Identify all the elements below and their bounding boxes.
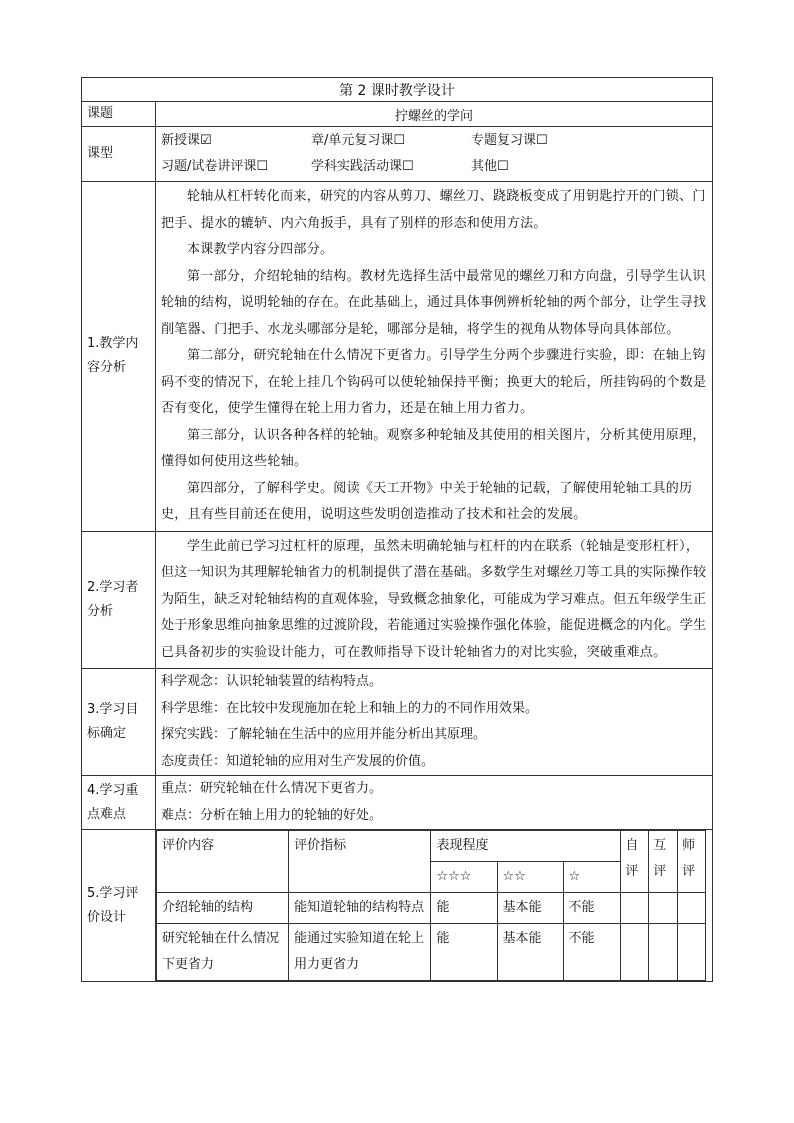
key-point-item: 难点：分析在轴上用力的轮轴的好处。 bbox=[161, 807, 383, 823]
objective-item: 探究实践：了解轮轴在生活中的应用并能分析出其原理。 bbox=[161, 727, 487, 742]
lesson-type-option: 习题/试卷讲评课☐ bbox=[161, 159, 269, 174]
content-paragraph: 第一部分，介绍轮轴的结构。教材先选择生活中最常见的螺丝刀和方向盘，引导学生认识轮轴的结构，说明轮轴的存在。在此基础上，通过具体事例辨析轮轴的两个部分，让学生寻找削笔器、门把手、水龙头哪部分是轮，哪部分是轴，将学生的视角从物体导向具体部位。 bbox=[161, 268, 707, 337]
eval-level-two-stars: ☆☆ bbox=[497, 862, 563, 893]
key-point-item: 重点：研究轮轴在什么情况下更省力。 bbox=[161, 781, 383, 796]
content-analysis-body bbox=[156, 182, 713, 532]
eval-level-three-stars: ☆☆☆ bbox=[431, 862, 497, 893]
eval-row-indicator: 能通过实验知道在轮上用力更省力 bbox=[289, 924, 431, 981]
eval-row-level: 不能 bbox=[563, 924, 621, 981]
eval-self-cell bbox=[621, 924, 649, 981]
eval-header-performance: 表现程度 bbox=[431, 831, 621, 862]
key-points-body bbox=[156, 776, 713, 830]
eval-teacher-cell bbox=[678, 924, 706, 981]
eval-peer-cell bbox=[649, 893, 678, 924]
topic-value: 拧螺丝的学问 bbox=[156, 102, 713, 127]
lesson-type-option: 新授课☑ bbox=[161, 133, 212, 148]
content-paragraph: 第二部分，研究轮轴在什么情况下更省力。引导学生分两个步骤进行实验，即：在轴上钩码不变的情况下，在轮上挂几个钩码可以使轮轴保持平衡；换更大的轮后，所挂钩码的个数是否有变化，使学生懂得在轮上用力省力，还是在轴上用力省力。 bbox=[161, 348, 707, 416]
objectives-label: 3.学习目标确定 bbox=[82, 669, 156, 776]
lesson-plan-table bbox=[81, 77, 713, 982]
content-paragraph: 第四部分，了解科学史。阅读《天工开物》中关于轮轴的记载，了解使用轮轴工具的历史，且有些目前还在使用，说明这些发明创造推动了技术和社会的发展。 bbox=[161, 480, 693, 522]
objective-item: 科学观念：认识轮轴装置的结构特点。 bbox=[161, 674, 383, 689]
eval-row-level: 不能 bbox=[563, 893, 621, 924]
eval-header-content: 评价内容 bbox=[157, 831, 289, 893]
eval-self-cell bbox=[621, 893, 649, 924]
lesson-type-option: 专题复习课☐ bbox=[471, 133, 548, 148]
document-title: 第 2 课时教学设计 bbox=[82, 78, 713, 102]
eval-row bbox=[157, 924, 706, 981]
evaluation-label: 5.学习评价设计 bbox=[82, 830, 156, 982]
content-paragraph: 轮轴从杠杆转化而来，研究的内容从剪刀、螺丝刀、跷跷板变成了用钥匙拧开的门锁、门把手、提水的辘轳、内六角扳手，具有了别样的形态和使用方法。 bbox=[161, 189, 706, 231]
objective-item: 态度责任：知道轮轴的应用对生产发展的价值。 bbox=[161, 753, 435, 769]
lesson-type-options bbox=[156, 127, 713, 182]
eval-row-level: 基本能 bbox=[497, 924, 563, 981]
lesson-type-option: 其他☐ bbox=[471, 159, 509, 174]
eval-level-one-star: ☆ bbox=[563, 862, 621, 893]
eval-header-teacher: 师评 bbox=[678, 831, 706, 893]
eval-row-level: 能 bbox=[431, 924, 497, 981]
eval-row-content: 介绍轮轴的结构 bbox=[157, 893, 289, 924]
eval-teacher-cell bbox=[678, 893, 706, 924]
key-points-label: 4.学习重点难点 bbox=[82, 776, 156, 830]
lesson-type-option: 章/单元复习课☐ bbox=[311, 133, 406, 148]
topic-label: 课题 bbox=[82, 102, 156, 127]
eval-row-level: 能 bbox=[431, 893, 497, 924]
eval-row-indicator: 能知道轮轴的结构特点 bbox=[289, 893, 431, 924]
objectives-body bbox=[156, 669, 713, 776]
eval-header-peer: 互评 bbox=[649, 831, 678, 893]
content-paragraph: 第三部分，认识各种各样的轮轴。观察多种轮轴及其使用的相关图片，分析其使用原理，懂得如何使用这些轮轴。 bbox=[161, 427, 706, 469]
evaluation-body bbox=[156, 830, 713, 982]
eval-row bbox=[157, 893, 706, 924]
objective-item: 科学思维：在比较中发现施加在轮上和轴上的力的不同作用效果。 bbox=[161, 700, 539, 716]
learner-analysis-body bbox=[156, 531, 713, 669]
lesson-type-option: 学科实践活动课☐ bbox=[311, 159, 414, 174]
eval-row-content: 研究轮轴在什么情况下更省力 bbox=[157, 924, 289, 981]
eval-peer-cell bbox=[649, 924, 678, 981]
learner-analysis-text: 学生此前已学习过杠杆的原理，虽然未明确轮轴与杠杆的内在联系（轮轴是变形杠杆），但这一知识为其理解轮轴省力的机制提供了潜在基础。多数学生对螺丝刀等工具的实际操作较为陌生，缺乏对轮轴结构的直观体验，导致概念抽象化，可能成为学习难点。但五年级学生正处于形象思维向抽象思维的过渡阶段，若能通过实验操作强化体验，能促进概念的内化。学生已具备初步的实验设计能力，可在教师指导下设计轮轴省力的对比实验，突破重难点。 bbox=[161, 538, 707, 660]
evaluation-table bbox=[156, 830, 706, 981]
lesson-type-label: 课型 bbox=[82, 127, 156, 182]
eval-row-level: 基本能 bbox=[497, 893, 563, 924]
content-analysis-label: 1.教学内容分析 bbox=[82, 182, 156, 532]
lesson-plan-document bbox=[81, 77, 712, 982]
content-paragraph: 本课教学内容分四部分。 bbox=[187, 242, 334, 257]
eval-header-indicator: 评价指标 bbox=[289, 831, 431, 893]
learner-analysis-label: 2.学习者分析 bbox=[82, 531, 156, 669]
eval-header-self: 自评 bbox=[621, 831, 649, 893]
